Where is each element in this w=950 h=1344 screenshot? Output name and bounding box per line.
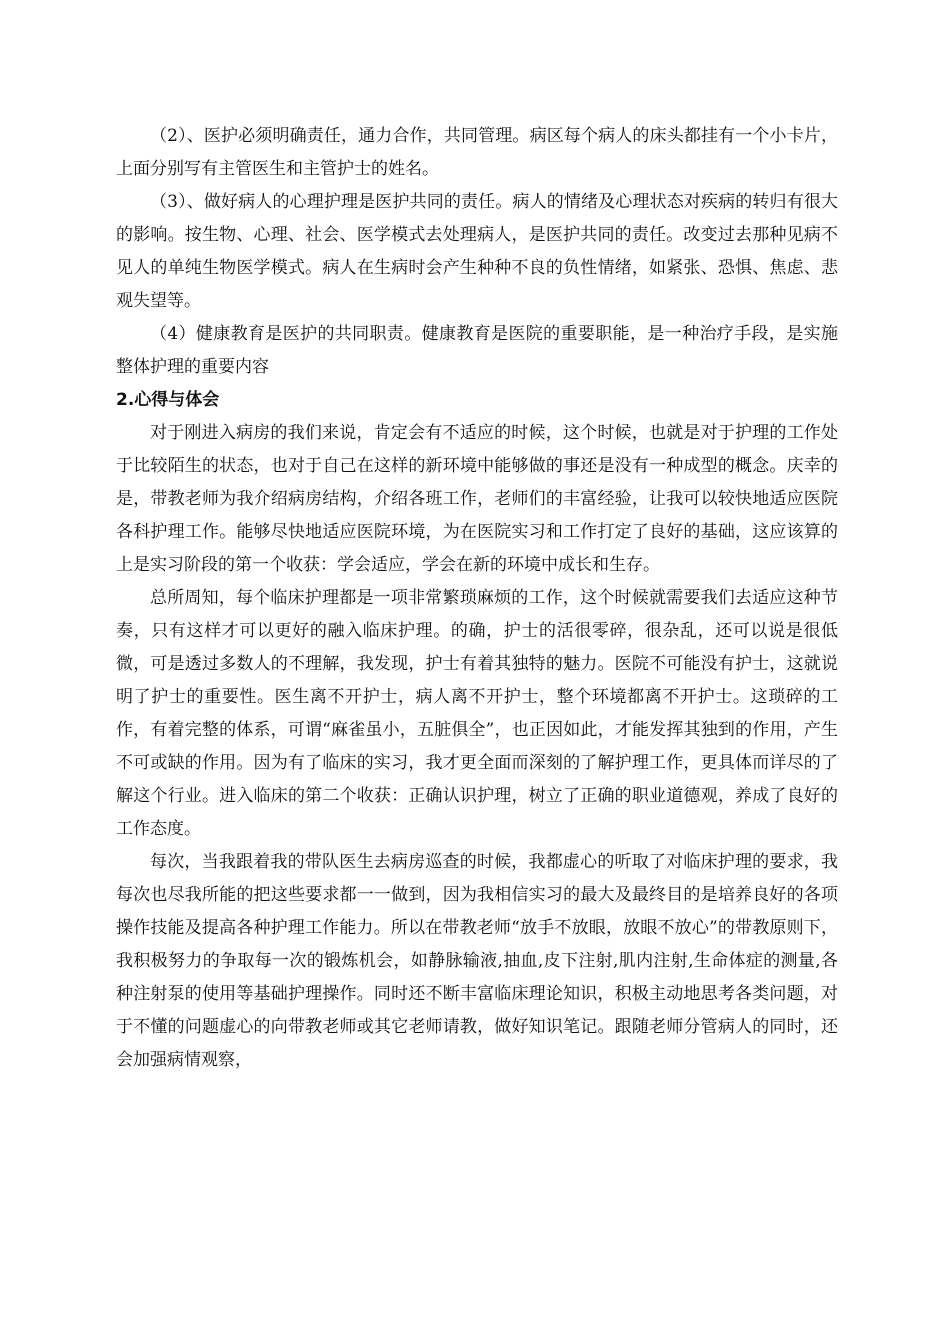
section-heading: 2.心得与体会 — [116, 390, 220, 410]
paragraph-adaptation: 对于刚进入病房的我们来说，肯定会有不适应的时候，这个时候，也就是对于护理的工作处于比较陌生的状态，也对于自己在这样的新环境中能够做的事还是没有一种成型的概念。庆幸的是，带教老师为我介绍病房结构，介绍各班工作，老师们的丰富经验，让我可以较快地适应医院各科护理工作。能够尽快地适应医院环境，为在医院实习和工作打定了良好的基础，这应该算的上是实习阶段的第一个收获：学会适应，学会在新的环境中成长和生存。 — [116, 423, 838, 575]
document-page — [116, 120, 838, 1077]
paragraph-nursing-understanding: 总所周知，每个临床护理都是一项非常繁琐麻烦的工作，这个时候就需要我们去适应这种节奏，只有这样才可以更好的融入临床护理。的确，护士的活很零碎，很杂乱，还可以说是很低微，可是透过多数人的不理解，我发现，护士有着其独特的魅力。医院不可能没有护士，这就说明了护士的重要性。医生离不开护士，病人离不开护士，整个环境都离不开护士。这琐碎的工作，有着完整的体系，可谓“麻雀虽小，五脏俱全”，也正因如此，才能发挥其独到的作用，产生不可或缺的作用。因为有了临床的实习，我才更全面而深刻的了解护理工作，更具体而详尽的了解这个行业。进入临床的第二个收获：正确认识护理，树立了正确的职业道德观，养成了良好的工作态度。 — [116, 588, 838, 839]
paragraph-responsibility: （2）、医护必须明确责任，通力合作，共同管理。病区每个病人的床头都挂有一个小卡片，上面分别写有主管医生和主管护士的姓名。 — [116, 126, 838, 179]
paragraph-health-education: （4）健康教育是医护的共同职责。健康教育是医院的重要职能，是一种治疗手段，是实施整体护理的重要内容 — [116, 324, 838, 377]
paragraph-practice-skills: 每次，当我跟着我的带队医生去病房巡查的时候，我都虚心的听取了对临床护理的要求，我每次也尽我所能的把这些要求都一一做到，因为我相信实习的最大及最终目的是培养良好的各项操作技能及提高各种护理工作能力。所以在带教老师“放手不放眼，放眼不放心”的带教原则下，我积极努力的争取每一次的锻炼机会，如静脉输液,抽血,皮下注射,肌内注射,生命体症的测量,各种注射泵的使用等基础护理操作。同时还不断丰富临床理论知识，积极主动地思考各类问题，对于不懂的问题虚心的向带教老师或其它老师请教，做好知识笔记。跟随老师分管病人的同时，还会加强病情观察， — [116, 852, 838, 1070]
paragraph-psychological-care: （3）、做好病人的心理护理是医护共同的责任。病人的情绪及心理状态对疾病的转归有很大的影响。按生物、心理、社会、医学模式去处理病人，是医护共同的责任。改变过去那种见病不见人的单纯生物医学模式。病人在生病时会产生种种不良的负性情绪，如紧张、恐惧、焦虑、悲观失望等。 — [116, 192, 838, 311]
